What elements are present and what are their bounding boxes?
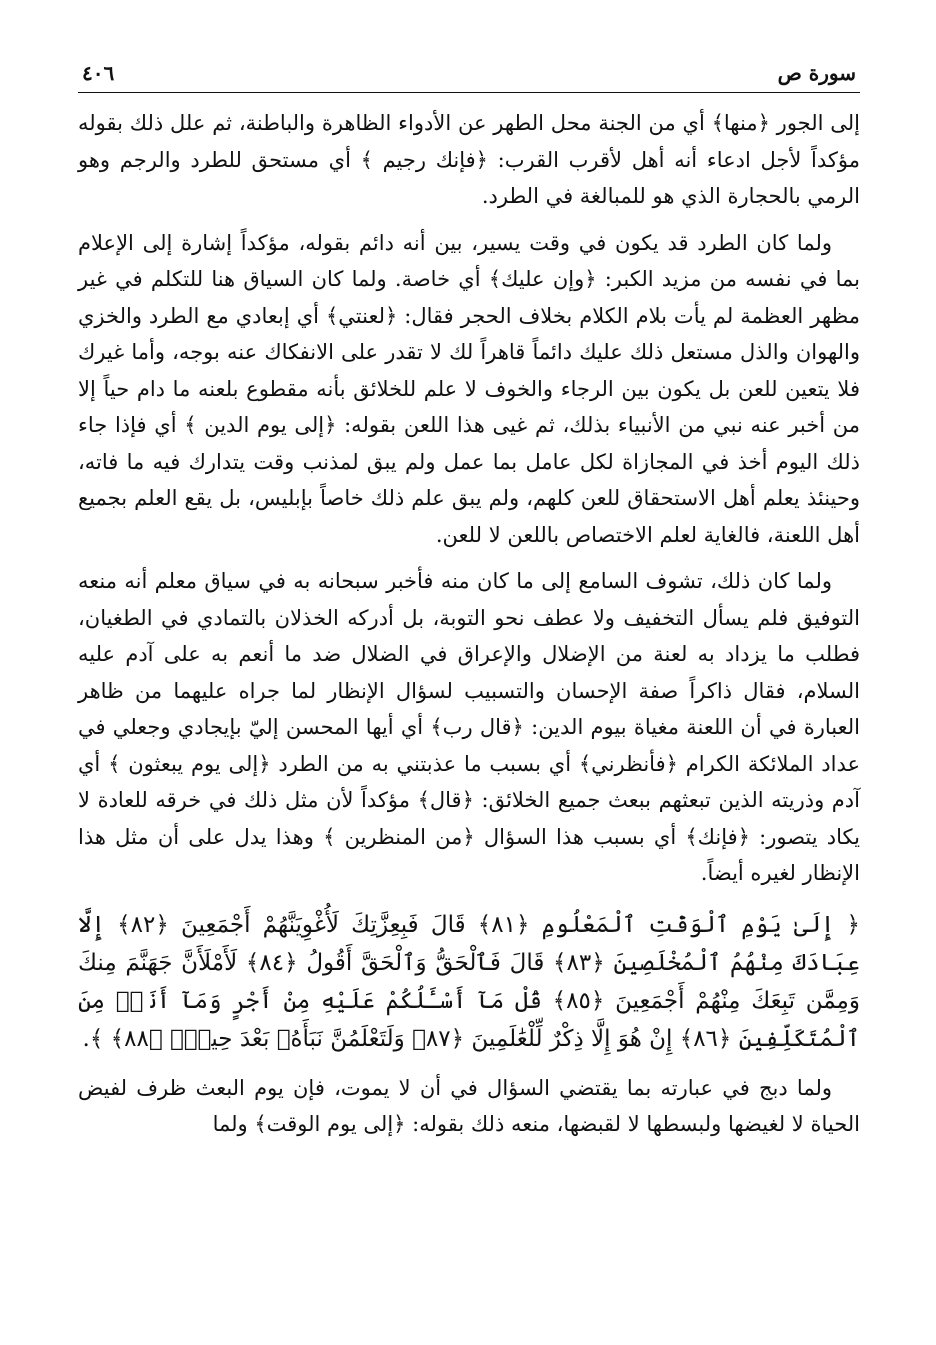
quran-verses-block: ﴿ إِلَىٰ يَوْمِ ٱلْوَقْتِ ٱلْمَعْلُومِ ﴿٨١﴾ قَالَ فَبِعِزَّتِكَ لَأُغْوِيَنَّهُمْ أَجْمَعِينَ ﴿٨٢﴾ إِلَّا عِبَادَكَ مِنْهُمُ ٱلْمُخْلَصِينَ ﴿٨٣﴾ قَالَ فَٱلْحَقُّ وَٱلْحَقَّ أَقُولُ ﴿٨٤﴾ لَأَمْلَأَنَّ جَهَنَّمَ مِنكَ وَمِمَّن تَبِعَكَ مِنْهُمْ أَجْمَعِينَ ﴿٨٥﴾ قُلْ مَآ أَسْـَٔلُكُمْ عَلَيْهِ مِنْ أَجْرٍ وَمَآ أَنَا۠ مِنَ ٱلْمُتَكَلِّفِينَ ﴿٨٦﴾ إِنْ هُوَ إِلَّا ذِكْرٌ لِّلْعَٰلَمِينَ ﴿٨٧﴾ وَلَتَعْلَمُنَّ نَبَأَهُۥ بَعْدَ حِينٍۭ ﴿٨٨﴾ ﴾. bbox=[78, 911, 861, 1052]
page-body bbox=[78, 105, 860, 1143]
page-number: ٤٠٦ bbox=[82, 61, 115, 85]
paragraph-2: ولما كان الطرد قد يكون في وقت يسير، بين أنه دائم بقوله، مؤكداً إشارة إلى الإعلام بما في نفسه من مزيد الكبر: ﴿وإن عليك﴾ أي خاصة. ولما كان السياق هنا للتكلم في غير مظهر العظمة لم يأت بلام الكلام بخلاف الحجر فقال: ﴿لعنتي﴾ أي إبعادي مع الطرد والخزي والهوان والذل مستعل ذلك عليك دائماً قاهراً لك لا تقدر على الانفكاك عنه بوجه، وأما غيرك فلا يتعين للعن بل يكون بين الرجاء والخوف لا علم للخلائق بأنه مقطوع بلعنه ما دام حياً إلا من أخبر عنه نبي من الأنبياء بذلك، ثم غيى هذا اللعن بقوله: ﴿إلى يوم الدين ﴾ أي فإذا جاء ذلك اليوم أخذ في المجازاة لكل عامل بما عمل ولم يبق لمذنب وقت يتدارك فيه ما فاته، وحينئذ يعلم أهل الاستحقاق للعن كلهم، ولم يبق علم ذلك خاصاً بإبليس، بل يقع العلم بجميع أهل اللعنة، فالغاية لعلم الاختصاص باللعن لا للعن. bbox=[78, 230, 860, 547]
paragraph-3: ولما كان ذلك، تشوف السامع إلى ما كان منه فأخبر سبحانه به في سياق معلم أنه منعه التوفيق فلم يسأل التخفيف ولا عطف نحو التوبة، بل أدركه الخذلان بالتمادي في الطغيان، فطلب ما يزداد به لعنة من الإضلال والإعراق في الضلال ضد ما أنعم به على آدم عليه السلام، فقال ذاكراً صفة الإحسان والتسبيب لسؤال الإنظار لما جراه عليهما من ظاهر العبارة في أن اللعنة مغياة بيوم الدين: ﴿قال رب﴾ أي أيها المحسن إليّ بإيجادي وجعلي في عداد الملائكة الكرام ﴿فأنظرني﴾ أي بسبب ما عذبتني به من الطرد ﴿إلى يوم يبعثون ﴾ أي آدم وذريته الذين تبعثهم ببعث جميع الخلائق: ﴿قال﴾ مؤكداً لأن مثل ذلك في خرقه للعادة لا يكاد يتصور: ﴿فإنك﴾ أي بسبب هذا السؤال ﴿من المنظرين ﴾ وهذا يدل على أن مثل هذا الإنظار لغيره أيضاً. bbox=[78, 569, 860, 885]
page-header bbox=[78, 60, 860, 93]
surah-title: سورة ص bbox=[777, 61, 856, 85]
paragraph-4: ولما دبج في عبارته بما يقتضي السؤال في أن لا يموت، فإن يوم البعث ظرف لفيض الحياة لا لغيضها ولبسطها لا لقبضها، منعه ذلك بقوله: ﴿إلى يوم الوقت﴾ ولما bbox=[78, 1075, 860, 1136]
paragraph-1: إلى الجور ﴿منها﴾ أي من الجنة محل الطهر عن الأدواء الظاهرة والباطنة، ثم علل ذلك بقوله مؤكداً لأجل ادعاء أنه أهل لأقرب القرب: ﴿فإنك رجيم ﴾ أي مستحق للطرد والرجم وهو الرمي بالحجارة الذي هو للمبالغة في الطرد. bbox=[78, 111, 860, 208]
book-page bbox=[78, 60, 860, 1153]
